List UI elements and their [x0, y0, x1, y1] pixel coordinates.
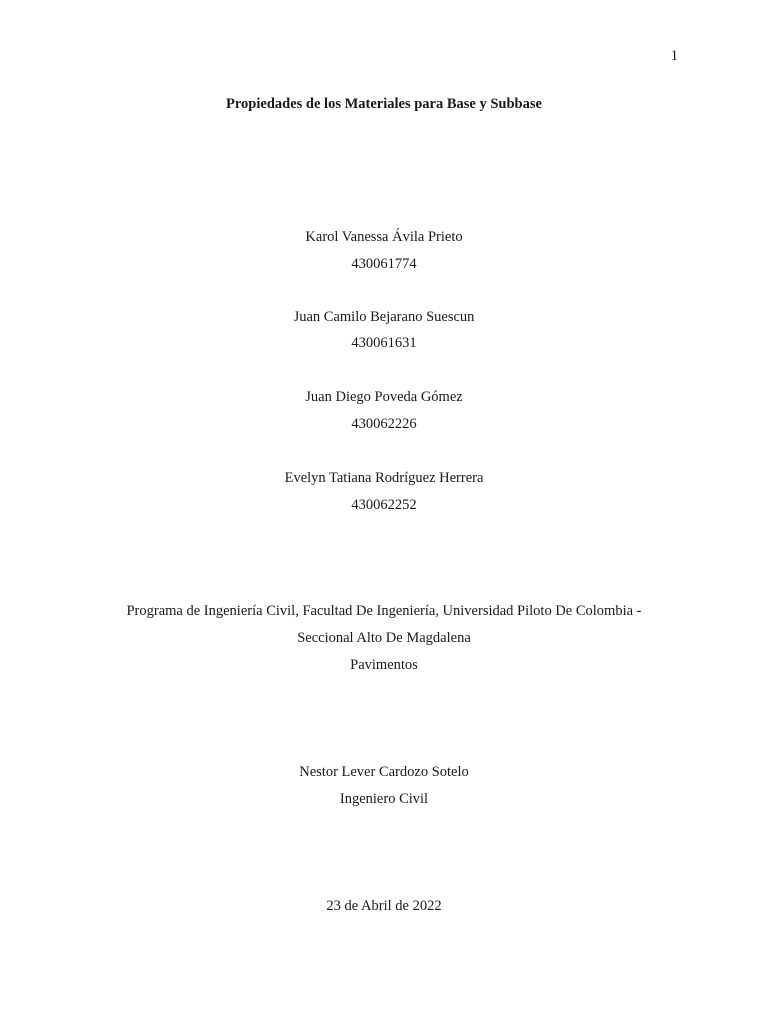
- author-id: 430061631: [351, 335, 417, 351]
- institution-line: Programa de Ingeniería Civil, Facultad De Ingeniería, Universidad Piloto De Colombia -: [126, 603, 642, 619]
- author-name: Karol Vanessa Ávila Prieto: [305, 229, 463, 245]
- institution-line: Seccional Alto De Magdalena: [297, 630, 471, 646]
- author-id: 430061774: [351, 256, 417, 272]
- instructor-name: Nestor Lever Cardozo Sotelo: [299, 764, 469, 780]
- author-id: 430062226: [351, 416, 417, 432]
- author-name: Juan Diego Poveda Gómez: [305, 389, 463, 405]
- course-name: Pavimentos: [350, 657, 418, 673]
- author-name: Juan Camilo Bejarano Suescun: [293, 309, 475, 325]
- document-date: 23 de Abril de 2022: [326, 898, 442, 914]
- document-title: Propiedades de los Materiales para Base y Subbase: [226, 96, 542, 112]
- author-id: 430062252: [351, 497, 417, 513]
- author-name: Evelyn Tatiana Rodríguez Herrera: [284, 470, 484, 486]
- page-number: 1: [670, 48, 678, 64]
- instructor-role: Ingeniero Civil: [339, 791, 429, 807]
